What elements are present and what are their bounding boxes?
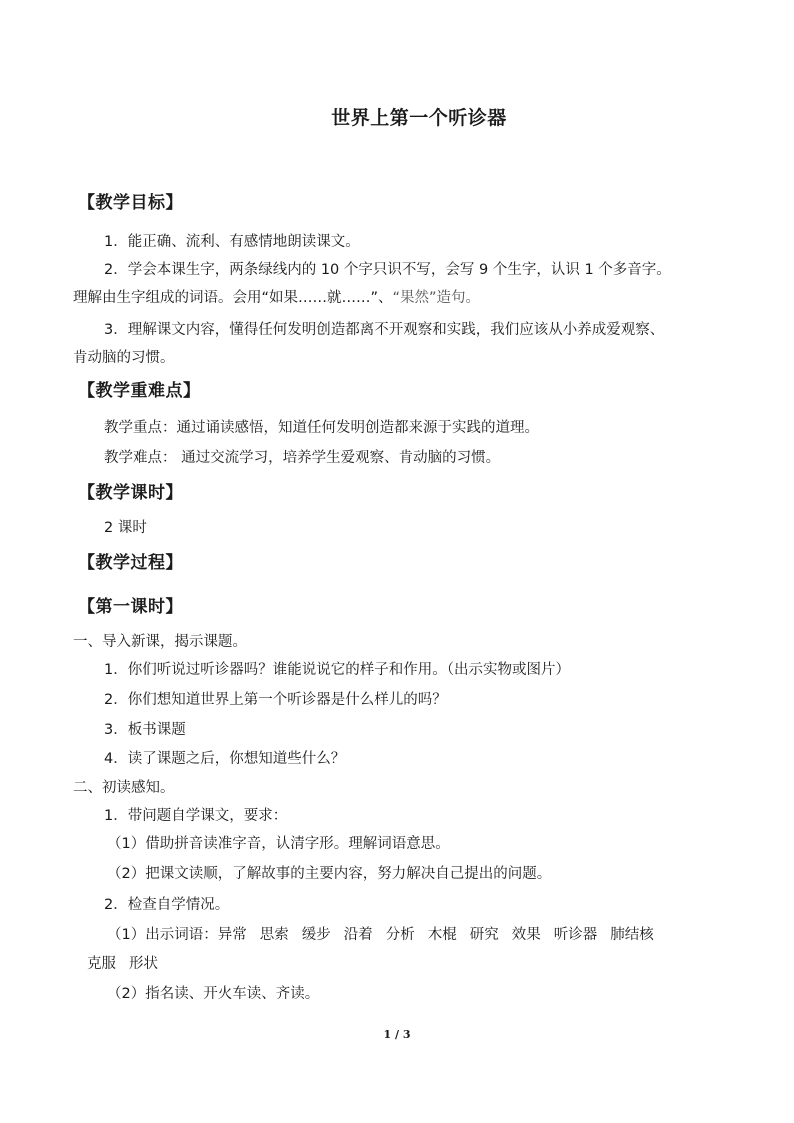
step-1-question-3: 3．板书课题 [104, 722, 186, 738]
vocab-word: 形状 [129, 956, 158, 972]
step-2-item-2b: （2）指名读、开火车读、齐读。 [107, 986, 320, 1002]
vocab-prefix: （1）出示词语： [107, 927, 218, 943]
vocab-word: 肺结核 [610, 927, 654, 943]
objectives-heading: 【教学目标】 [78, 193, 183, 213]
vocab-word: 克服 [87, 956, 116, 972]
vocab-word: 思索 [259, 927, 289, 943]
step-2-item-1b: （2）把课文读顺，了解故事的主要内容，努力解决自己提出的问题。 [107, 866, 552, 882]
vocab-word: 研究 [469, 927, 499, 943]
page-number: 1 / 3 [383, 1028, 411, 1041]
vocab-line-1 [107, 925, 654, 945]
teaching-difficulty: 教学难点： 通过交流学习，培养学生爱观察、肯动脑的习惯。 [104, 450, 501, 466]
process-heading: 【教学过程】 [78, 553, 183, 573]
first-period-heading: 【第一课时】 [78, 597, 183, 617]
objective-item-2-text: 理解由生字组成的词语。会用“如果……就……”、 [73, 290, 393, 306]
vocab-word: 沿着 [343, 927, 373, 943]
step-1-question-2: 2．你们想知道世界上第一个听诊器是什么样儿的吗？ [104, 692, 447, 708]
key-points-heading: 【教学重难点】 [78, 381, 201, 401]
step-1-question-1: 1．你们听说过听诊器吗？谁能说说它的样子和作用。（出示实物或图片） [104, 662, 570, 678]
document-title: 世界上第一个听诊器 [331, 107, 507, 129]
step-2-item-2: 2．检查自学情况。 [104, 897, 230, 913]
vocab-line-2 [87, 954, 171, 974]
vocab-word: 分析 [385, 927, 415, 943]
objective-item-2-highlight: “果然”造句。 [392, 290, 481, 306]
vocab-word: 木棍 [427, 927, 457, 943]
objective-item-1: 1．能正确、流利、有感情地朗读课文。 [104, 234, 360, 250]
step-1-title: 一、导入新课，揭示课题。 [73, 634, 247, 650]
objective-item-3-line-1: 3．理解课文内容，懂得任何发明创造都离不开观察和实践，我们应该从小养成爱观察、 [104, 322, 665, 338]
vocab-word: 缓步 [301, 927, 331, 943]
periods-heading: 【教学课时】 [78, 483, 183, 503]
step-1-question-4: 4．读了课题之后，你想知道些什么？ [104, 751, 346, 767]
vocab-word: 异常 [217, 927, 247, 943]
vocab-word: 听诊器 [553, 927, 598, 943]
objective-item-2-line-2 [73, 288, 480, 308]
periods-value: 2 课时 [104, 520, 147, 536]
objective-item-3-line-2: 肯动脑的习惯。 [73, 350, 175, 366]
objective-item-2-line-1: 2．学会本课生字，两条绿线内的 10 个字只识不写，会写 9 个生字，认识 1 个多音字。 [104, 262, 671, 278]
step-2-item-1: 1．带问题自学课文，要求： [104, 808, 288, 824]
step-2-item-1a: （1）借助拼音读准字音，认清字形。理解词语意思。 [107, 836, 450, 852]
step-2-title: 二、初读感知。 [73, 780, 175, 796]
vocab-word: 效果 [511, 927, 541, 943]
teaching-focus: 教学重点：通过诵读感悟，知道任何发明创造都来源于实践的道理。 [104, 420, 539, 436]
